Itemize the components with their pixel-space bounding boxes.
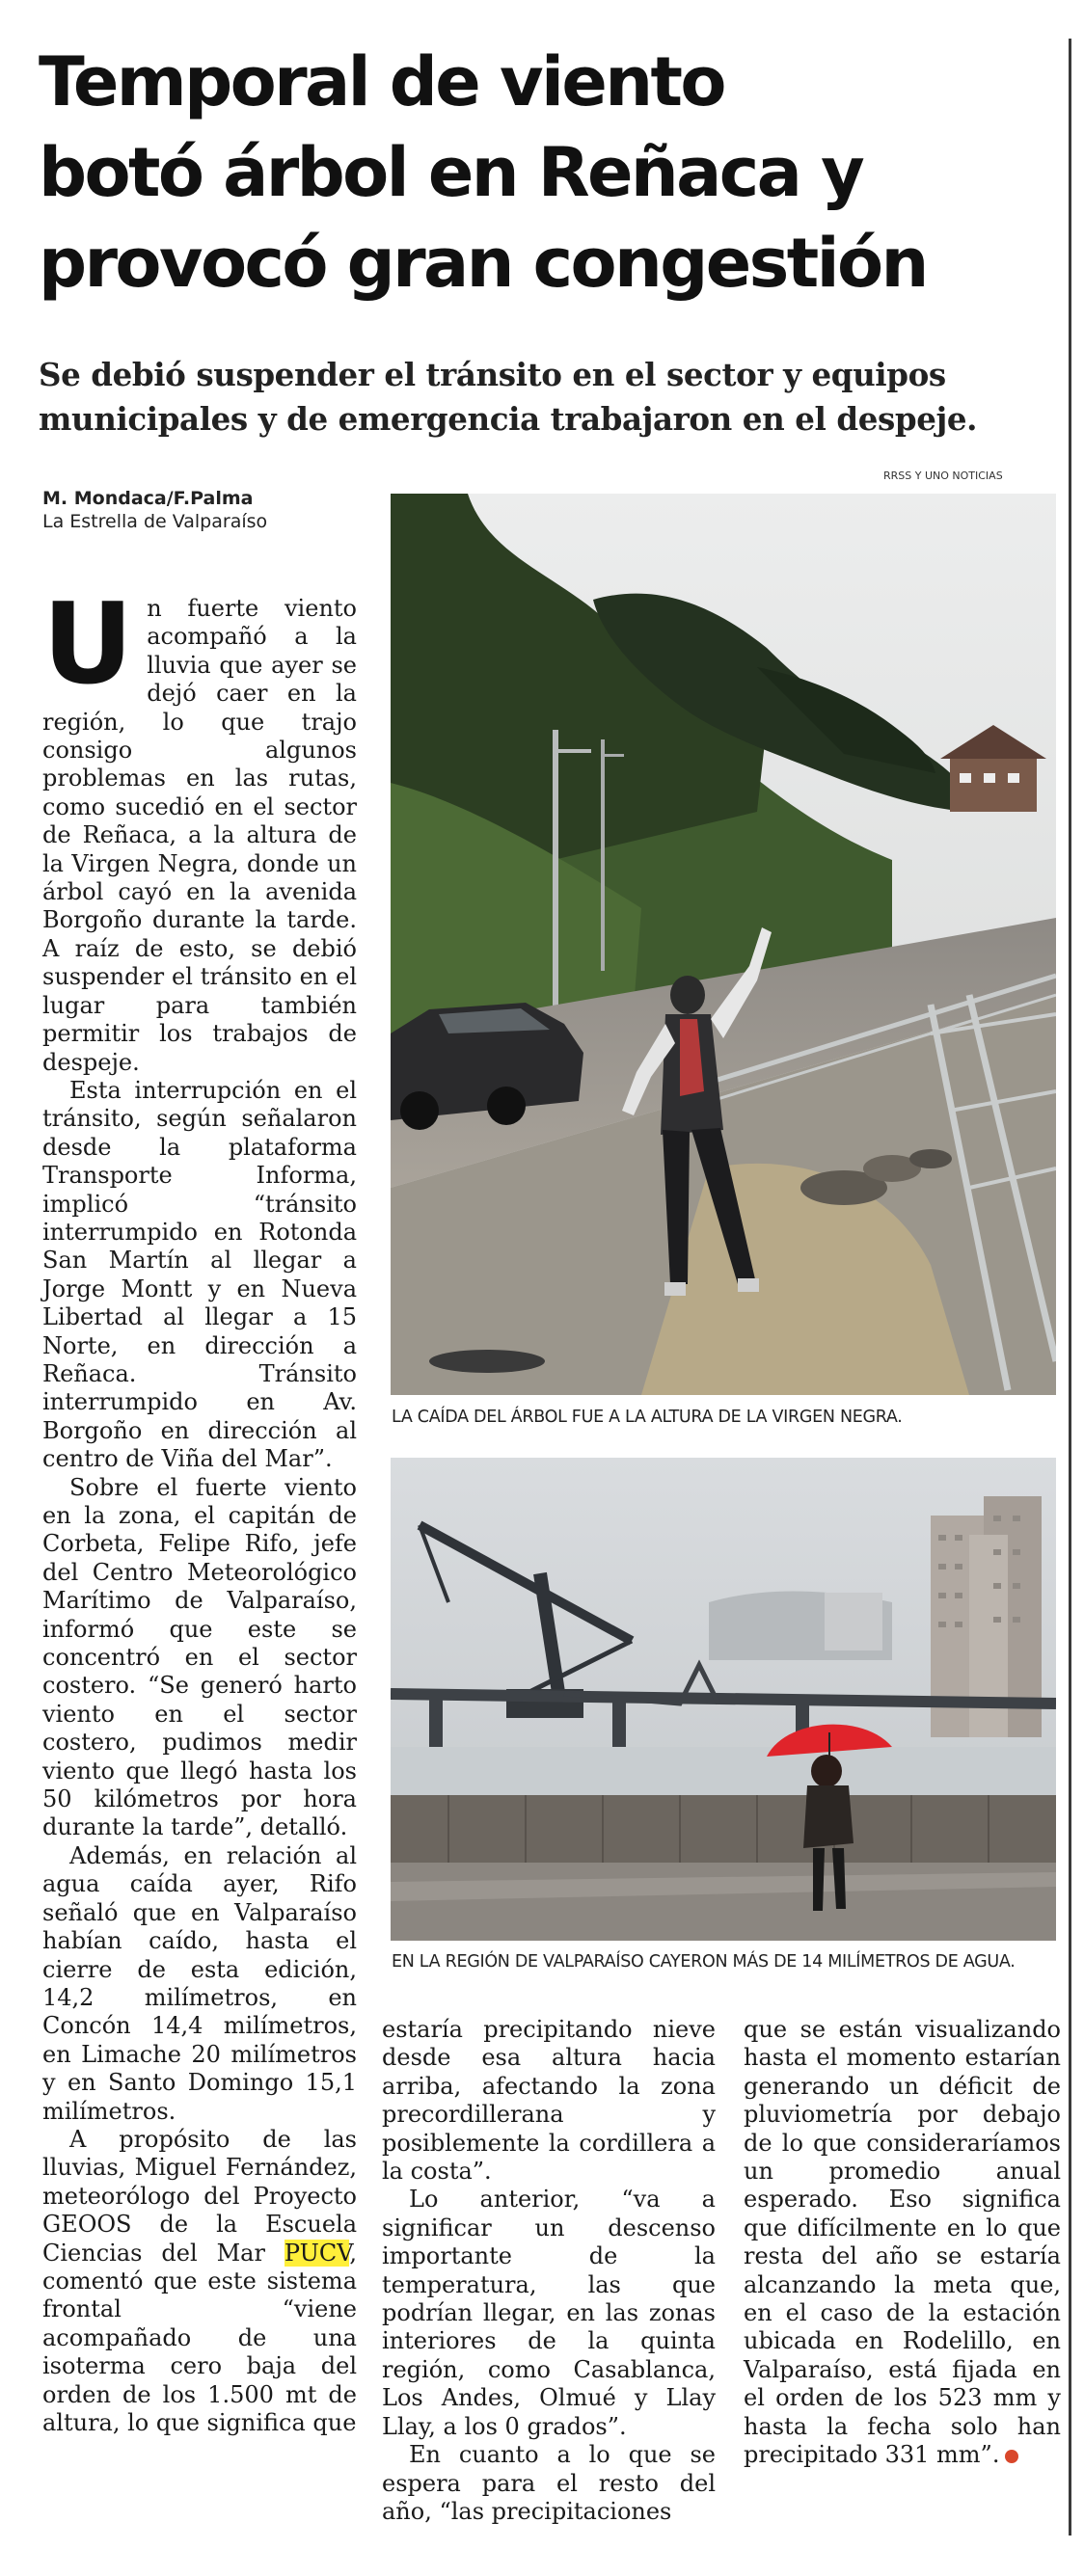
photo-fallen-tree [391,494,1056,1395]
subheadline-line-1: Se debió suspender el tránsito en el sector y equipos [39,356,946,393]
article-column-2 [382,2016,716,2526]
subheadline-line-2: municipales y de emergencia trabajaron en el despeje. [39,400,978,438]
headline-line-3: provocó gran congestión [39,224,927,303]
paragraph-1 [42,579,357,1077]
byline-authors: M. Mondaca/F.Palma [42,488,254,509]
subheadline [39,353,1051,442]
paragraph-3: Sobre el fuerte viento en la zona, el capitán de Corbeta, Felipe Rifo, jefe del Centro Meteorológico Marítimo de Valparaíso, informó que este se concentró en el sector costero. “Se generó harto viento en el sector costero, pudimos medir viento que llegó hasta los 50 kilómetros por hora durante la tarde”, detalló. [42,1473,357,1841]
paragraph-8: En cuanto a lo que se espera para el resto del año, “las precipitaciones [382,2441,716,2525]
paragraph-5-text-a: A propósito de las lluvias, Miguel Fernández, meteorólogo del Proyecto GEOOS de la Escuela Ciencias del Mar [42,2125,357,2267]
paragraph-9-text: que se están visualizando hasta el momento estarían generando un déficit de pluviometría por debajo de lo que consideraríamos un promedio anual esperado. Eso significa que difícilmente en lo que resta del año se estaría alcanzando la meta que, en el caso de la estación ubicada en Rodelillo, en Valparaíso, está fijada en el orden de los 523 mm y hasta la fecha solo han precipitado 331 mm”. [744,2016,1061,2469]
headline-line-1: Temporal de viento [39,42,724,121]
headline-line-2: botó árbol en Reñaca y [39,133,863,212]
paragraph-2: Esta interrupción en el tránsito, según señalaron desde la plataforma Transporte Informa, implicó “tránsito interrumpido en Rotonda San Martín al llegar a Jorge Montt y en Nueva Libertad al llegar a 15 Norte, en dirección a Reñaca. Tránsito interrumpido en Av. Borgoño en dirección al centro de Viña del Mar”. [42,1076,357,1473]
paragraph-7: Lo anterior, “va a significar un descenso importante de la temperatura, las que podrían llegar, en las zonas interiores de la quinta región, como Casablanca, Los Andes, Olmué y Llay Llay, a los 0 grados”. [382,2186,716,2440]
article-column-1 [42,579,357,2437]
photo-rain-umbrella [391,1458,1056,1941]
end-of-article-icon [1005,2450,1018,2463]
paragraph-9 [744,2016,1061,2470]
page-edge-rule [1069,39,1071,2536]
caption-photo-1: LA CAÍDA DEL ÁRBOL FUE A LA ALTURA DE LA VIRGEN NEGRA. [392,1408,903,1427]
byline [42,487,267,533]
byline-outlet: La Estrella de Valparaíso [42,511,268,532]
article-column-3 [744,2016,1061,2470]
paragraph-5-text-b: , comentó que este sistema frontal “viene acompañado de una isoterma cero baja del orden de los 1.500 mt de altura, lo que significa que [42,2239,357,2436]
headline [39,37,1061,309]
paragraph-4: Además, en relación al agua caída ayer, Rifo señaló que en Valparaíso habían caído, hasta el cierre de esta edición, 14,2 milímetros, en Concón 14,4 milímetros, en Limache 20 milímetros y en Santo Domingo 15,1 milímetros. [42,1841,357,2125]
paragraph-1-text: n fuerte viento acompañó a la lluvia que ayer se dejó caer en la región, lo que trajo consigo algunos problemas en las rutas, como sucedió en el sector de Reñaca, a la altura de la Virgen Negra, donde un árbol cayó en la avenida Borgoño durante la tarde. A raíz de esto, se debió suspender el tránsito en el lugar para también permitir los trabajos de despeje. [42,595,357,1076]
highlighted-pucv: PUCV [284,2239,350,2267]
photo-credit: RRSS Y UNO NOTICIAS [883,470,1003,482]
caption-photo-2: EN LA REGIÓN DE VALPARAÍSO CAYERON MÁS DE 14 MILÍMETROS DE AGUA. [392,1952,1016,1972]
drop-cap: U [42,579,134,710]
paragraph-5 [42,2126,357,2437]
paragraph-6: estaría precipitando nieve desde esa altura hacia arriba, afectando la zona precordillerana y posiblemente la cordillera a la costa”. [382,2016,716,2186]
